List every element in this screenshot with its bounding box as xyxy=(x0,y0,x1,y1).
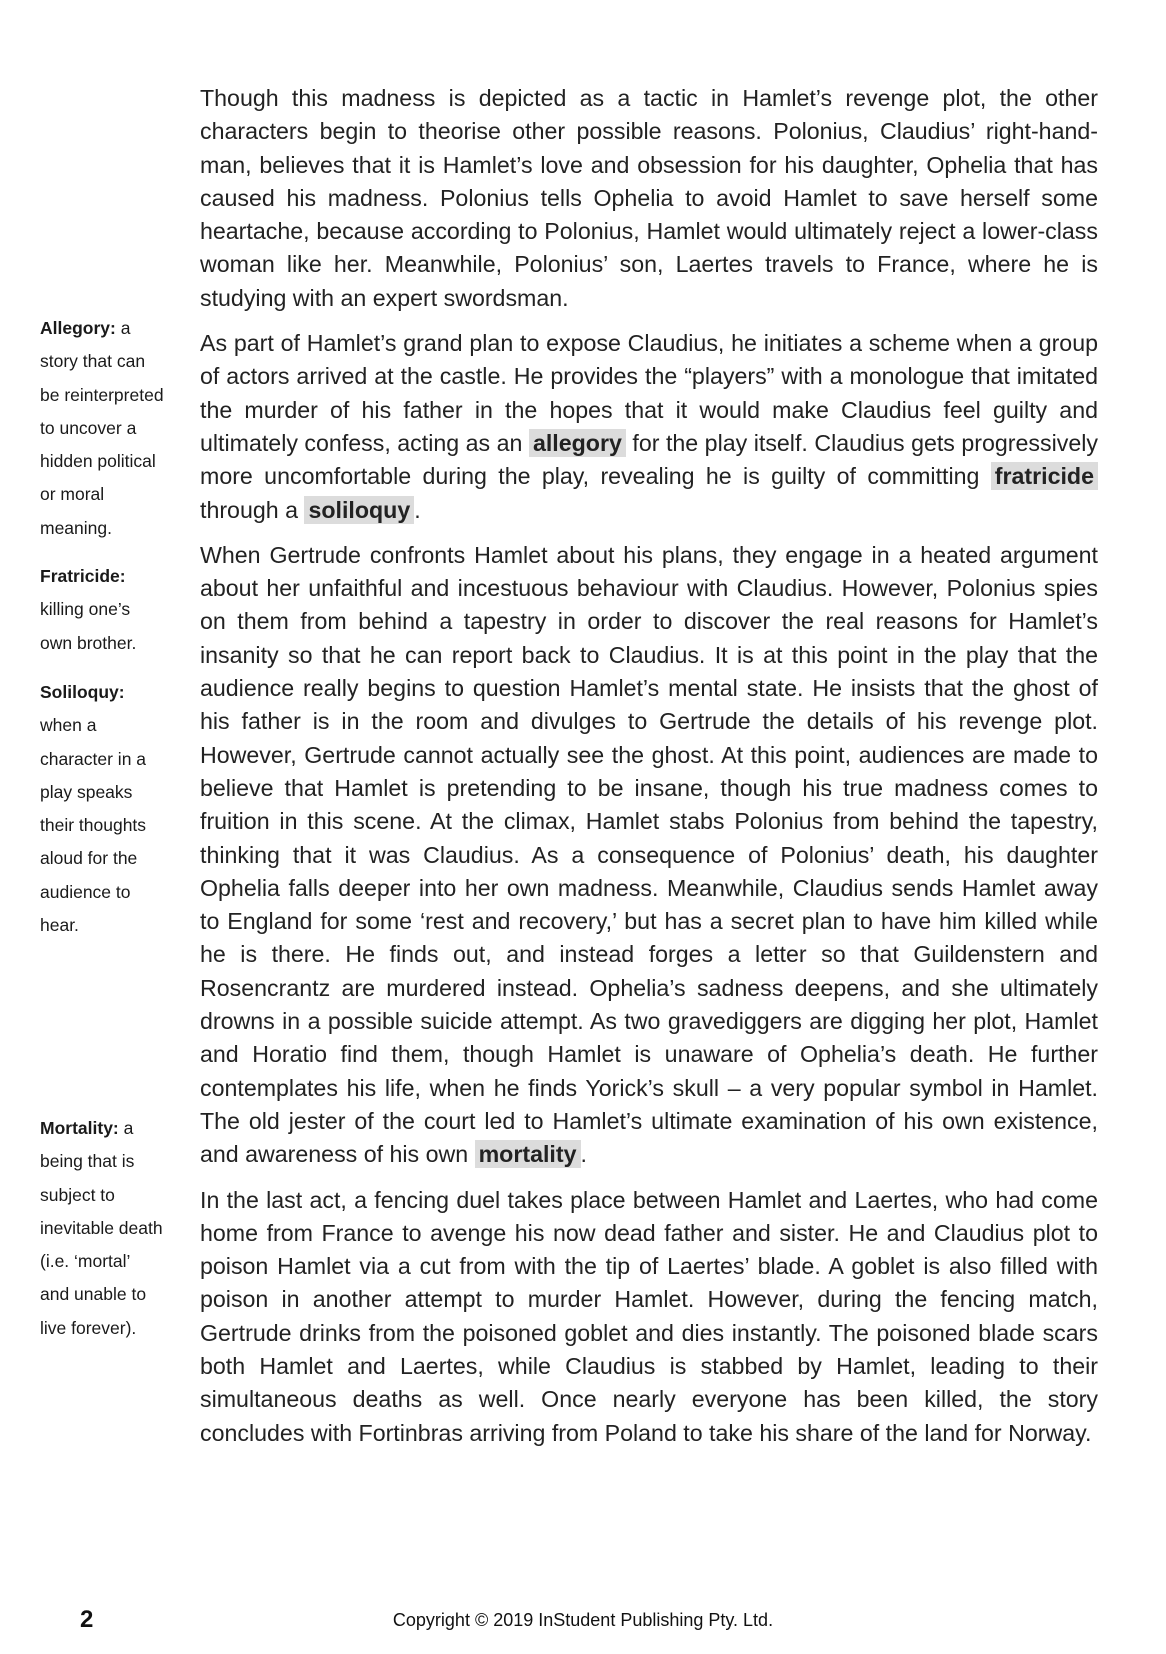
glossary-line: (i.e. ‘mortal’ xyxy=(40,1251,131,1272)
glossary-line: being that is xyxy=(40,1151,135,1172)
term-mortality: mortality xyxy=(475,1140,581,1168)
page-number: 2 xyxy=(80,1606,94,1633)
glossary-term: Mortality: xyxy=(40,1118,119,1138)
glossary-term: Fratricide: xyxy=(40,566,126,586)
text-segment: . xyxy=(414,496,421,523)
glossary-line: live forever). xyxy=(40,1317,137,1338)
glossary-line: story that can xyxy=(40,351,146,372)
term-fratricide: fratricide xyxy=(991,462,1098,490)
text-segment: for the play itself. Claudius gets progressively more uncomfortable during the play, revealing he is guilty of committing xyxy=(200,429,1098,490)
glossary-allegory xyxy=(40,312,190,545)
copyright-notice: Copyright © 2019 InStudent Publishing Pty. Ltd. xyxy=(392,1610,774,1630)
glossary-line: or moral xyxy=(40,484,105,505)
text-segment: When Gertrude confronts Hamlet about his plans, they engage in a heated argument about her unfaithful and incestuous behaviour with Claudius. However, Polonius spies on them from behind a tapestry in order to discover the real reasons for Hamlet’s insanity so that he can report back to Claudius. It is at this point in the play that the audience really begins to question Hamlet’s mental state. He insists that the ghost of his father is in the room and divulges to Gertrude the details of his revenge plot. However, Gertrude cannot actually see the ghost. At this point, audiences are made to believe that Hamlet is pretending to be insane, though his true madness comes to fruition in this scene. At the climax, Hamlet stabs Polonius from behind the tapestry, thinking that it was Claudius. As a consequence of Polonius’ death, his daughter Ophelia falls deeper into her own madness. Meanwhile, Claudius sends Hamlet away to England for some ‘rest and recovery,’ but has a secret plan to have him killed while he is there. He finds out, and instead forges a letter so that Guildenstern and Rosencrantz are murdered instead. Ophelia’s sadness deepens, and she ultimately drowns in a possible suicide attempt. As two gravediggers are digging her plot, Hamlet and Horatio find them, though Hamlet is unaware of Ophelia’s death. He further contemplates his life, when he finds Yorick’s skull – a very popular symbol in Hamlet. The old jester of the court led to Hamlet’s ultimate examination of his own existence, and awareness of his own xyxy=(200,541,1098,1168)
text-segment: through a xyxy=(200,496,305,523)
glossary-line: be reinterpreted xyxy=(40,384,164,405)
glossary-line: when a xyxy=(40,715,97,736)
glossary-line: own brother. xyxy=(40,632,137,653)
glossary-line: their thoughts xyxy=(40,815,147,836)
glossary-mortality xyxy=(40,1112,190,1345)
glossary-line: aloud for the xyxy=(40,848,138,869)
glossary-fratricide xyxy=(40,560,190,660)
glossary-line: hear. xyxy=(40,915,79,936)
glossary-line: inevitable death xyxy=(40,1217,163,1238)
glossary-line: audience to xyxy=(40,881,131,902)
paragraph-players-scheme xyxy=(200,327,1098,527)
glossary-line: a xyxy=(120,318,131,338)
glossary-line: hidden political xyxy=(40,451,156,472)
glossary-line: subject to xyxy=(40,1184,115,1205)
glossary-term: Allegory: xyxy=(40,318,116,338)
glossary-term: Soliloquy: xyxy=(40,682,125,702)
paragraph-fencing-duel: In the last act, a fencing duel takes place between Hamlet and Laertes, who had come home from France to avenge his now dead father and sister. He and Claudius plot to poison Hamlet via a cut from with the tip of Laertes’ blade. A goblet is also filled with poison in another attempt to murder Hamlet. However, during the fencing match, Gertrude drinks from the poisoned goblet and dies instantly. The poisoned blade scars both Hamlet and Laertes, while Claudius is stabbed by Hamlet, leading to their simultaneous deaths as well. Once nearly everyone has been killed, the story concludes with Fortinbras arriving from Poland to take his share of the land for Norway. xyxy=(200,1186,1098,1446)
term-allegory: allegory xyxy=(529,429,626,457)
paragraph-gertrude-confrontation xyxy=(200,539,1098,1172)
paragraph-madness-theories: Though this madness is depicted as a tactic in Hamlet’s revenge plot, the other characters begin to theorise other possible reasons. Polonius, Claudius’ right-hand-man, believes that it is Hamlet’s love and obsession for his daughter, Ophelia that has caused his madness. Polonius tells Ophelia to avoid Hamlet to save herself some heartache, because according to Polonius, Hamlet would ultimately reject a lower-class woman like her. Meanwhile, Polonius’ son, Laertes travels to France, where he is studying with an expert swordsman. xyxy=(200,85,1098,311)
glossary-soliloquy xyxy=(40,676,190,942)
glossary-line: a xyxy=(123,1118,134,1138)
glossary-line: killing one’s xyxy=(40,599,131,620)
text-segment: . xyxy=(580,1141,587,1168)
main-text xyxy=(200,82,1098,1462)
glossary-line: to uncover a xyxy=(40,417,137,438)
glossary-line: meaning. xyxy=(40,517,112,538)
glossary-line: character in a xyxy=(40,748,147,769)
term-soliloquy: soliloquy xyxy=(304,496,414,524)
glossary-line: play speaks xyxy=(40,781,133,802)
text-segment: As part of Hamlet’s grand plan to expose Claudius, he initiates a scheme when a group of actors arrived at the castle. He provides the “players” with a monologue that imitated the murder of his father in the hopes that it would make Claudius feel guilty and ultimately confess, acting as an xyxy=(200,330,1098,456)
glossary-line: and unable to xyxy=(40,1284,147,1305)
